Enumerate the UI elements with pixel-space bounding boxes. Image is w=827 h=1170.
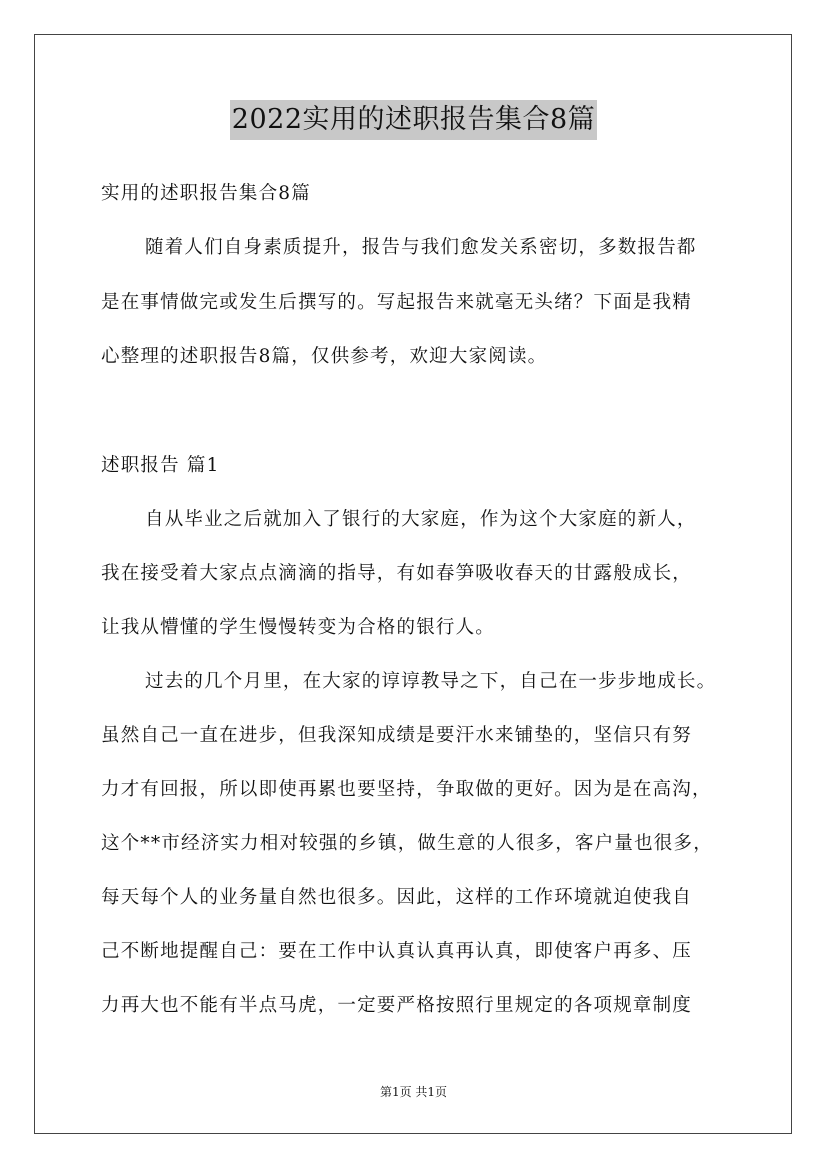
document-subtitle: 实用的述职报告集合8篇 [101, 183, 311, 204]
paragraph-line: 力再大也不能有半点马虎，一定要严格按照行里规定的各项规章制度 [101, 995, 693, 1016]
paragraph-line: 我在接受着大家点点滴滴的指导，有如春笋吸收春天的甘露般成长， [101, 563, 693, 584]
page-footer: 第1页 共1页 [379, 1085, 448, 1099]
section-heading: 述职报告 篇1 [101, 455, 220, 476]
intro-line: 是在事情做完或发生后撰写的。写起报告来就毫无头绪？下面是我精 [101, 292, 693, 313]
paragraph-line: 虽然自己一直在进步，但我深知成绩是要汗水来铺垫的，坚信只有努 [101, 725, 693, 746]
paragraph-line: 每天每个人的业务量自然也很多。因此，这样的工作环境就迫使我自 [101, 887, 693, 908]
intro-line: 心整理的述职报告8篇，仅供参考，欢迎大家阅读。 [101, 346, 548, 367]
paragraph-line: 己不断地提醒自己：要在工作中认真认真再认真，即使客户再多、压 [101, 941, 693, 962]
paragraph-line: 过去的几个月里，在大家的谆谆教导之下，自己在一步步地成长。 [145, 671, 717, 692]
title-wrap [0, 100, 827, 140]
document-title: 2022实用的述职报告集合8篇 [230, 100, 597, 140]
paragraph-line: 自从毕业之后就加入了银行的大家庭，作为这个大家庭的新人， [145, 509, 697, 530]
paragraph-line: 这个**市经济实力相对较强的乡镇，做生意的人很多，客户量也很多， [101, 833, 713, 854]
paragraph-line: 力才有回报，所以即使再累也要坚持，争取做的更好。因为是在高沟， [101, 779, 712, 800]
intro-line: 随着人们自身素质提升，报告与我们愈发关系密切，多数报告都 [145, 237, 697, 258]
paragraph-line: 让我从懵懂的学生慢慢转变为合格的银行人。 [101, 617, 496, 638]
